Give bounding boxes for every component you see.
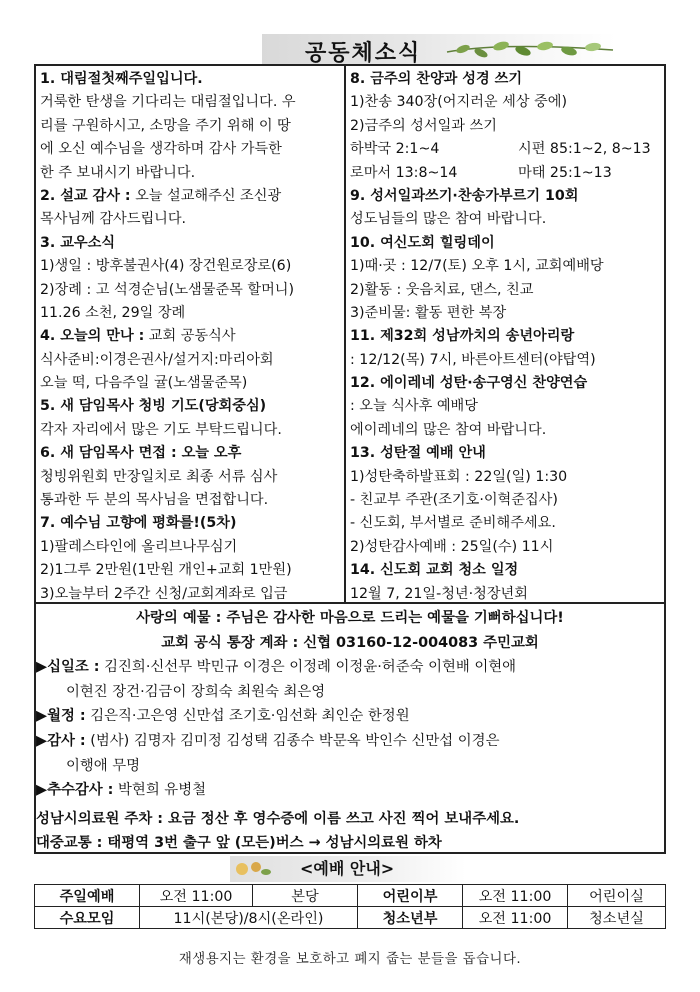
news-line: 통과한 두 분의 목사님을 면접합니다. — [40, 492, 269, 509]
leaf-sprig-icon — [445, 38, 615, 62]
table-cell: 주일예배 — [35, 885, 140, 907]
table-cell: 수요모임 — [35, 907, 140, 929]
news-heading: 10. 여신도회 힐링데이 — [350, 234, 495, 251]
news-heading: 9. 성서일과쓰기·찬송가부르기 10회 — [350, 187, 579, 204]
news-heading: 5. 새 담임목사 청빙 기도(당회중심) — [40, 398, 267, 415]
news-line: 리를 구원하시고, 소망을 주기 위해 이 땅 — [40, 117, 291, 134]
table-row — [35, 885, 666, 907]
monthly-names: 김은직·고은영 신만섭 조기호·임선화 최인순 한정원 — [85, 708, 410, 725]
news-line: 1)찬송 340장(어지러운 세상 중에) — [350, 94, 567, 111]
scripture-reference: 로마서 13:8~14 — [350, 164, 458, 181]
harvest-names: 박현희 유병철 — [113, 782, 207, 799]
flower-decoration-icon — [232, 858, 272, 880]
worship-title: <예배 안내> — [300, 859, 395, 878]
news-line: 1)생일 : 방후불권사(4) 장건원로장로(6) — [40, 258, 292, 275]
news-line: 목사님께 감사드립니다. — [40, 211, 187, 228]
parking-notice: 성남시의료원 주차 : 요금 정산 후 영수증에 이름 쓰고 사진 찍어 보내주세요. — [36, 810, 520, 827]
news-heading: 8. 금주의 찬양과 성경 쓰기 — [350, 71, 523, 87]
news-line: : 12/12(목) 7시, 바른아트센터(야탑역) — [350, 351, 596, 368]
table-cell: 청소년실 — [568, 907, 666, 929]
news-heading-detail: 교회 공동식사 — [144, 328, 236, 345]
news-line: 거룩한 탄생을 기다리는 대림절입니다. 우 — [40, 94, 296, 111]
news-heading-detail: 오늘 설교해주신 조신광 — [130, 187, 282, 204]
news-line: 3)준비물: 활동 편한 복장 — [350, 304, 507, 321]
news-line: 2)금주의 성서일과 쓰기 — [350, 117, 497, 134]
news-line: 2)장례 : 고 석경순님(노샘물준목 할머니) — [40, 281, 295, 298]
table-cell: 어린이부 — [358, 885, 463, 907]
scripture-reference: 마태 25:1~13 — [518, 164, 612, 181]
harvest-line — [36, 778, 664, 803]
news-line — [40, 325, 342, 348]
news-heading-label: 4. 오늘의 만나 : — [40, 328, 145, 345]
tithe-label: ▶십일조 : — [36, 659, 100, 676]
transit-notice: 대중교통 : 태평역 3번 출구 앞 (모든)버스 → 성남시의료원 하차 — [36, 835, 442, 852]
news-line — [350, 138, 664, 161]
tithe-names: 김진희·신선무 박민규 이경은 이정례 이정윤·허준숙 이현배 이현애 — [99, 659, 517, 676]
news-line — [350, 162, 664, 185]
news-heading: 13. 성탄절 예배 안내 — [350, 445, 486, 462]
news-heading: 14. 신도회 교회 청소 일정 — [350, 562, 519, 579]
news-line: - 친교부 주관(조기호·이혁준집사) — [350, 492, 558, 509]
monthly-line — [36, 704, 664, 729]
news-line: : 오늘 식사후 예배당 — [350, 398, 478, 415]
right-news-column — [350, 68, 664, 606]
column-divider — [344, 66, 346, 602]
news-line: 식사준비:이경은권사/설거지:마리아회 — [40, 351, 274, 368]
news-line: 에 오신 예수님을 생각하며 감사 가득한 — [40, 141, 282, 158]
news-heading: 1. 대림절첫째주일입니다. — [40, 71, 203, 87]
news-line: 1)팔레스타인에 올리브나무심기 — [40, 538, 238, 555]
table-cell: 본당 — [253, 885, 358, 907]
news-heading: 7. 예수님 고향에 평화를!(5차) — [40, 515, 237, 532]
thanks-names: (범사) 김명자 김미정 김성택 김종수 박문옥 박인수 신만섭 이경은 — [85, 732, 500, 749]
table-cell: 청소년부 — [358, 907, 463, 929]
table-cell: 오전 11:00 — [463, 907, 568, 929]
news-line: 11.26 소천, 29일 장례 — [40, 304, 186, 321]
news-line: 청빙위원회 만장일치로 최종 서류 심사 — [40, 468, 278, 485]
tithe-line — [36, 655, 664, 680]
worship-schedule-table — [34, 884, 666, 929]
thanks-label: ▶감사 : — [36, 732, 86, 749]
thanks-line — [36, 729, 664, 754]
scripture-reference: 하박국 2:1~4 — [350, 141, 440, 158]
news-line: 1)성탄축하발표회 : 22일(일) 1:30 — [350, 468, 568, 485]
news-line — [40, 185, 342, 208]
news-heading: 6. 새 담임목사 면접 : 오늘 오후 — [40, 445, 242, 462]
news-line: 2)활동 : 웃음치료, 댄스, 친교 — [350, 281, 534, 298]
offering-headline: 사랑의 예물 : 주님은 감사한 마음으로 드리는 예물을 기뻐하십니다! — [136, 610, 564, 626]
harvest-label: ▶추수감사 : — [36, 782, 114, 799]
news-grid — [34, 64, 666, 604]
bank-account: 교회 공식 통장 계좌 : 신협 03160-12-004083 주민교회 — [161, 634, 539, 651]
news-heading: 12. 에이레네 성탄·송구영신 찬양연습 — [350, 375, 588, 392]
footer-note: 재생용지는 환경을 보호하고 폐지 줍는 분들을 돕습니다. — [178, 952, 522, 967]
news-line: 12월 7, 21일-청년·청장년회 — [350, 585, 528, 602]
table-cell: 어린이실 — [568, 885, 666, 907]
news-line: 오늘 떡, 다음주일 귤(노샘물준목) — [40, 375, 248, 392]
table-cell: 오전 11:00 — [140, 885, 253, 907]
news-line: 한 주 보내시기 바랍니다. — [40, 164, 196, 181]
page-title: 공동체소식 — [305, 41, 422, 66]
news-heading-label: 2. 설교 감사 : — [40, 187, 131, 204]
table-cell: 11시(본당)/8시(온라인) — [140, 907, 358, 929]
news-line: 3)오늘부터 2주간 신청/교회계좌로 입금 — [40, 585, 288, 602]
offering-section — [34, 604, 666, 854]
news-heading: 11. 제32회 성남까치의 송년아리랑 — [350, 328, 575, 345]
table-row — [35, 907, 666, 929]
news-line: 2)1그루 2만원(1만원 개인+교회 1만원) — [40, 562, 292, 579]
table-cell: 오전 11:00 — [463, 885, 568, 907]
thanks-names-continued: 이행애 무명 — [66, 757, 141, 774]
news-heading: 3. 교우소식 — [40, 234, 116, 251]
news-line: 각자 자리에서 많은 기도 부탁드립니다. — [40, 421, 282, 438]
scripture-reference: 시편 85:1~2, 8~13 — [518, 141, 651, 158]
news-line: 2)성탄감사예배 : 25일(수) 11시 — [350, 538, 554, 555]
news-line: 1)때·곳 : 12/7(토) 오후 1시, 교회예배당 — [350, 258, 604, 275]
tithe-names-continued: 이현진 장건·김금이 장희숙 최원숙 최은영 — [66, 683, 326, 700]
news-line: 성도님들의 많은 참여 바랍니다. — [350, 211, 547, 228]
news-line: 에이레네의 많은 참여 바랍니다. — [350, 421, 547, 438]
monthly-label: ▶월정 : — [36, 708, 86, 725]
left-news-column — [40, 68, 342, 606]
news-line: - 신도회, 부서별로 준비해주세요. — [350, 515, 556, 532]
